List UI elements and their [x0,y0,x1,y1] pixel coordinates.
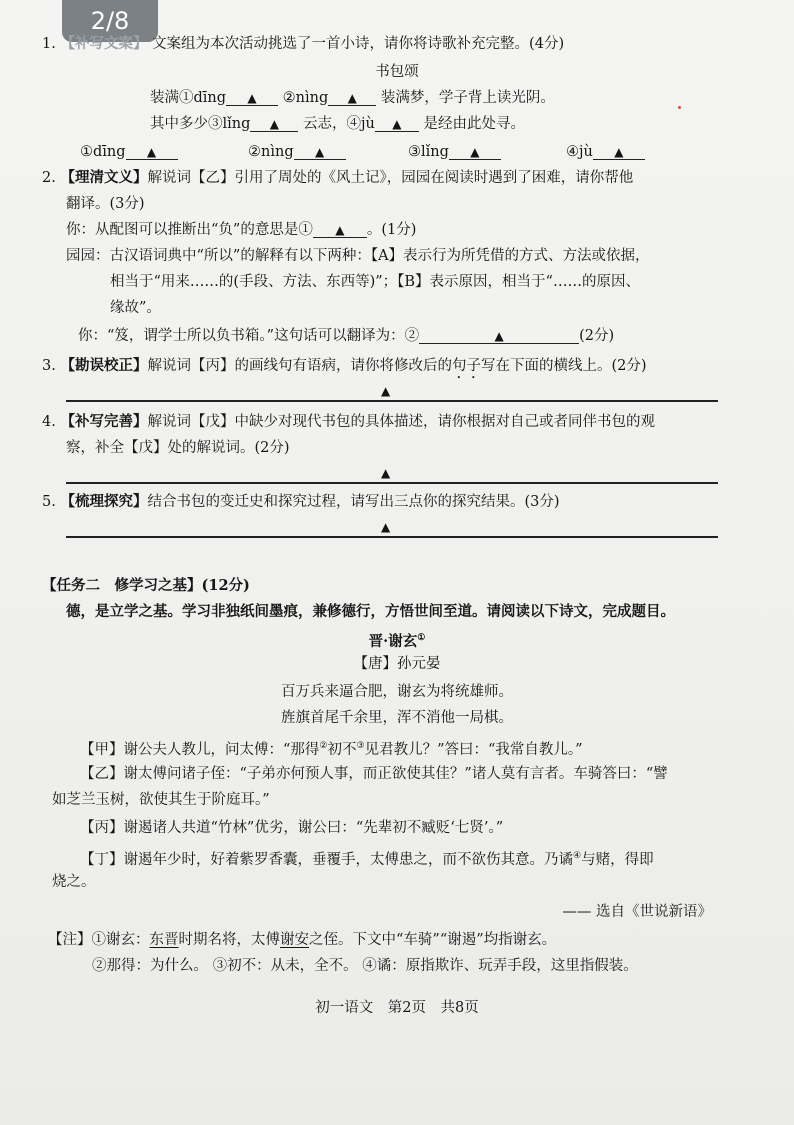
q1-answer-3 [408,142,501,162]
q1-poem-line-2 [150,114,525,134]
q1-line1-part-c: 装满梦，学子背上读光阴。 [380,90,555,106]
q1-number: 1. [42,36,56,52]
answer-blank[interactable] [126,142,178,160]
q3-prompt [42,356,647,382]
q1-line2-part-c: 是经由此处寻。 [423,116,525,132]
q1-answer-1 [80,142,178,162]
jia-note-2: ② [319,741,328,751]
q1-answer-4 [566,142,645,162]
passage-jia [80,736,583,760]
passage-source: —— 选自《世说新语》 [562,904,712,920]
q5-number: 5. [42,494,56,510]
q1-answer-2 [248,142,346,162]
q2-you-line-2 [78,326,614,346]
poem-line-2: 旌旗首尾千余里，浑不消他一局棋。 [281,710,513,726]
task2-intro: 德，是立学之基。学习非独纸间墨痕，兼修德行，方悟世间至道。请阅读以下诗文，完成题目。 [66,603,675,620]
q2-you2-points: (2分) [579,328,615,344]
q2-yuanyuan-line-3: 缘故”。 [110,300,161,316]
q2-number: 2. [42,170,56,186]
jia-note-3: ③ [356,741,365,751]
note1-text-b: 时期名将，太傅 [178,932,280,948]
passage-ding-line-2: 烧之。 [52,874,96,890]
notes-line-1 [48,930,556,950]
q1-tag: 【补写文案】 [60,35,148,52]
blank-3[interactable] [250,114,298,132]
poem-title [0,628,794,652]
q3-text-dotted: 句子 [451,358,481,374]
q4-answer-line[interactable] [66,482,718,484]
triangle-marker: ▲ [470,145,480,159]
answer-blank[interactable] [593,142,645,160]
note1-name: 谢安 [280,932,309,948]
ding-text-b: 与赌，得即 [581,851,654,868]
answer-blank[interactable] [449,142,501,160]
triangle-marker: ▲ [146,145,157,159]
triangle-marker: ▲ [269,117,280,131]
triangle-marker: ▲ [247,91,257,105]
q4-prompt-line-1 [42,412,655,432]
answer-label: ③lǐng [408,144,449,160]
q5-prompt [42,492,560,512]
poem-author: 【唐】孙元晏 [353,656,441,672]
q3-text-a: 解说词【丙】的画线句有语病，请你将修改后的 [147,358,452,374]
ding-note-4: ④ [573,851,582,861]
poem-title-text: 晋·谢玄 [368,632,418,650]
jia-text-c: 见君教儿？”答曰：“我常自教儿。” [364,741,583,758]
q1-line2-part-b: 云志，④jù [303,116,375,132]
q2-blank-1[interactable] [313,220,367,238]
q3-answer-marker: ▲ [381,384,391,398]
q4-prompt-line-2: 察，补全【戊】处的解说词。(2分) [66,440,290,456]
q4-number: 4. [42,414,56,430]
passage-yi-line-1: 【乙】谢太傅问诸子侄：“子弟亦何预人事，而正欲使其佳？”诸人莫有言者。车骑答曰：“譬 [80,766,668,782]
q2-yuanyuan-line-2: 相当于“用来……的(手段、方法、东西等)”；【B】表示原因，相当于“……的原因、 [110,274,640,290]
note1-dynasty: 东晋 [149,932,179,948]
triangle-marker: ▲ [392,117,402,131]
q5-tag: 【梳理探究】 [60,493,148,510]
poem-line-1: 百万兵来逼合肥，谢玄为将统雄师。 [281,684,513,700]
triangle-marker: ▲ [347,91,357,105]
q2-prompt-line-2: 翻译。(3分) [66,196,145,212]
q1-line2-part-a: 其中多少③lǐng [150,116,251,132]
page-footer: 初一语文 第2页 共8页 [315,1000,479,1016]
poem-title-note-ref: ① [417,633,426,643]
q2-yuanyuan-line-1: 园园：古汉语词典中“所以”的解释有以下两种：【A】表示行为所凭借的方式、方法或依据， [66,248,650,264]
q5-answer-marker: ▲ [381,520,391,534]
q2-you-line-1 [66,220,416,240]
q2-blank-2[interactable] [419,326,579,344]
answer-blank[interactable] [294,142,346,160]
blank-4[interactable] [375,114,419,132]
triangle-marker: ▲ [335,223,345,237]
page-indicator: 2/8 [62,0,158,42]
passage-ding-line-1 [80,846,654,870]
q3-answer-line[interactable] [66,400,718,402]
q1-poem-line-1 [150,88,555,108]
q4-text-1: 解说词【戊】中缺少对现代书包的具体描述，请你根据对自己或者同伴书包的观 [147,414,655,430]
q1-line1-part-b: ②nìng [282,90,329,106]
q2-text-1: 解说词【乙】引用了周处的《风土记》，园园在阅读时遇到了困难，请你帮他 [147,170,634,186]
q1-prompt [42,34,564,54]
q1-line1-part-a: 装满①dīng [150,90,227,106]
task2-heading: 【任务二 修学习之基】(12分) [42,577,250,594]
q2-you1-text: 你：从配图可以推断出“负”的意思是① [66,222,313,238]
answer-label: ②nìng [248,144,294,160]
q5-text: 结合书包的变迁史和探究过程，请写出三点你的探究结果。(3分) [147,494,560,510]
q2-prompt-line-1 [42,168,633,188]
red-mark [678,106,681,109]
jia-text-a: 【甲】谢公夫人教儿，问太傅：“那得 [80,741,320,758]
q2-tag: 【理清文义】 [60,169,148,186]
answer-label: ①dīng [80,144,126,160]
passage-bing: 【丙】谢遏诸人共道“竹林”优劣，谢公曰：“先辈初不臧贬‘七贤’。” [80,820,504,836]
note1-text-c: 之侄。下文中“车骑”“谢遏”均指谢玄。 [309,932,557,948]
q3-tag: 【勘误校正】 [60,357,148,374]
blank-2[interactable] [328,88,376,106]
ding-text-a: 【丁】谢遏年少时，好着紫罗香囊，垂覆手，太傅患之，而不欲伤其意。乃谲 [80,851,573,868]
q4-tag: 【补写完善】 [60,413,148,430]
notes-line-2: ②那得：为什么。 ③初不：从未，全不。 ④谲：原指欺诈、玩弄手段，这里指假装。 [92,958,638,974]
q3-number: 3. [42,358,56,374]
q5-answer-line[interactable] [66,536,718,538]
blank-1[interactable] [226,88,278,106]
q2-you2-text: 你：“笈，谓学士所以负书箱。”这句话可以翻译为：② [78,328,420,344]
passage-yi-line-2: 如芝兰玉树，欲使其生于阶庭耳。” [52,792,270,808]
note1-text-a: 【注】①谢玄： [48,932,150,948]
q4-answer-marker: ▲ [381,466,391,480]
q1-poem-title: 书包颂 [375,64,419,80]
q1-text: 文案组为本次活动挑选了一首小诗，请你将诗歌补充完整。(4分) [152,36,565,52]
jia-text-b: 初不 [327,741,357,758]
triangle-marker: ▲ [494,329,504,343]
triangle-marker: ▲ [314,145,325,159]
triangle-marker: ▲ [614,145,624,159]
q3-text-b: 写在下面的横线上。(2分) [480,358,647,374]
q2-you1-points: 。(1分) [366,222,417,238]
answer-label: ④jù [566,144,593,160]
